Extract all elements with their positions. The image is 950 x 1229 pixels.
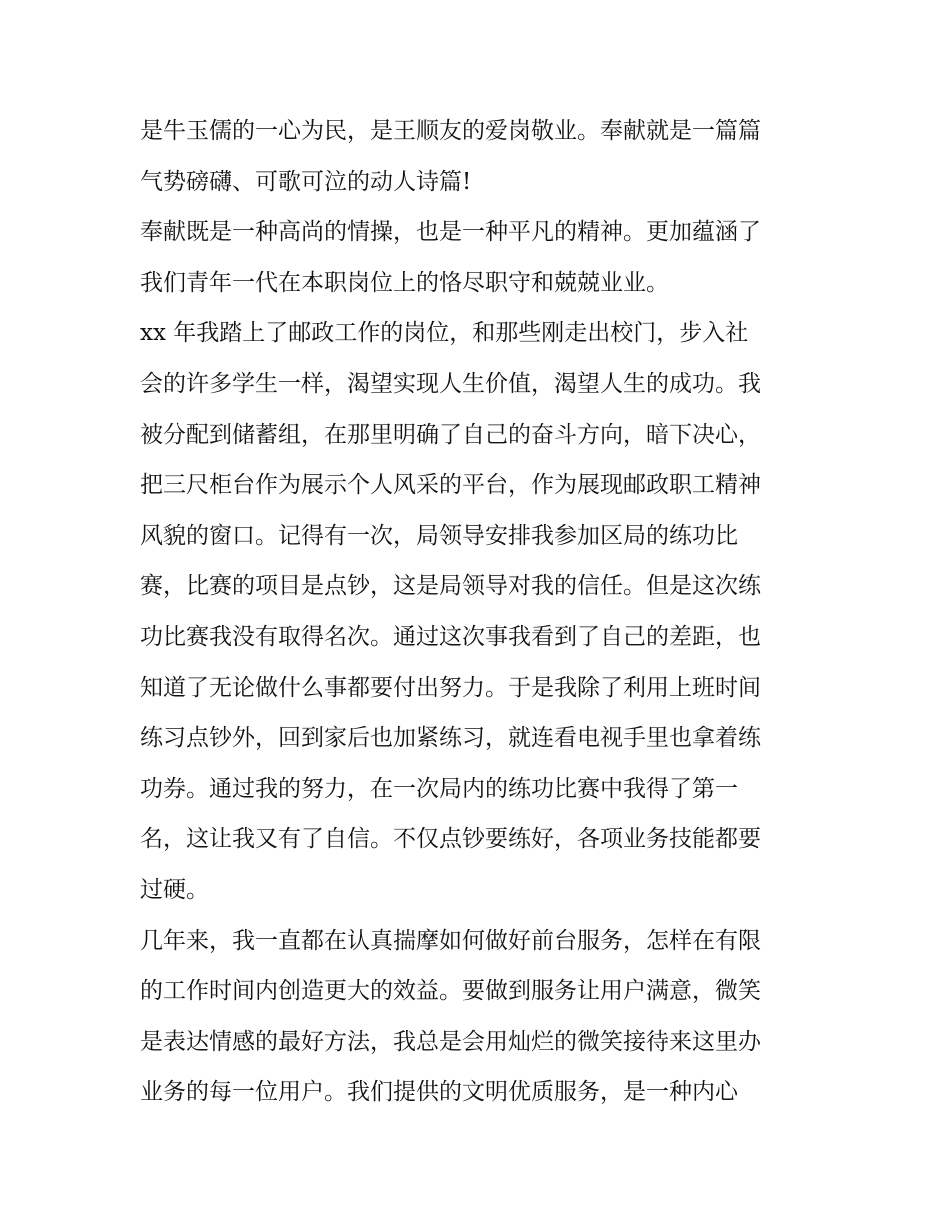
text-line: 的工作时间内创造更大的效益。要做到服务让用户满意，微笑 bbox=[140, 978, 761, 1005]
text-line: 功券。通过我的努力，在一次局内的练功比赛中我得了第一 bbox=[140, 775, 738, 802]
text-line: 我们青年一代在本职岗位上的恪尽职守和兢兢业业。 bbox=[140, 269, 669, 296]
text-line: 业务的每一位用户。我们提供的文明优质服务，是一种内心 bbox=[140, 1079, 738, 1106]
text-line: xx 年我踏上了邮政工作的岗位，和那些刚走出校门，步入社 bbox=[140, 320, 749, 347]
text-line: 名，这让我又有了自信。不仅点钞要练好，各项业务技能都要 bbox=[140, 826, 761, 853]
text-line: 练习点钞外，回到家后也加紧练习，就连看电视手里也拿着练 bbox=[140, 725, 761, 752]
text-line: 气势磅礴、可歌可泣的动人诗篇! bbox=[140, 168, 472, 195]
text-line: 风貌的窗口。记得有一次，局领导安排我参加区局的练功比 bbox=[140, 522, 738, 549]
text-line: 知道了无论做什么事都要付出努力。于是我除了利用上班时间 bbox=[140, 674, 761, 701]
text-line: 过硬。 bbox=[140, 876, 209, 903]
text-line: 奉献既是一种高尚的情操，也是一种平凡的精神。更加蕴涵了 bbox=[140, 219, 761, 246]
text-line: 赛，比赛的项目是点钞，这是局领导对我的信任。但是这次练 bbox=[140, 573, 761, 600]
text-line: 被分配到储蓄组，在那里明确了自己的奋斗方向，暗下决心， bbox=[140, 421, 761, 448]
text-line: 是表达情感的最好方法，我总是会用灿烂的微笑接待来这里办 bbox=[140, 1028, 761, 1055]
text-line: 是牛玉儒的一心为民，是王顺友的爱岗敬业。奉献就是一篇篇 bbox=[140, 118, 761, 144]
text-line: 把三尺柜台作为展示个人风采的平台，作为展现邮政职工精神 bbox=[140, 472, 761, 499]
text-line: 功比赛我没有取得名次。通过这次事我看到了自己的差距，也 bbox=[140, 623, 761, 650]
text-line: 会的许多学生一样，渴望实现人生价值，渴望人生的成功。我 bbox=[140, 370, 761, 397]
text-line: 几年来，我一直都在认真揣摩如何做好前台服务，怎样在有限 bbox=[140, 927, 761, 954]
body-text bbox=[140, 106, 820, 1118]
